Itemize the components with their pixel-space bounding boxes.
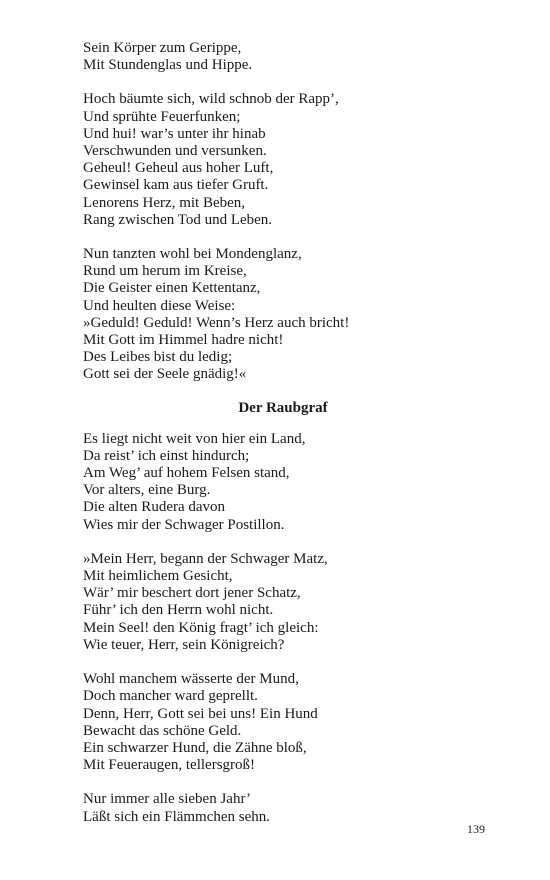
verse-line: Nur immer alle sieben Jahr’ xyxy=(83,791,251,808)
stanza xyxy=(83,671,483,774)
stanza xyxy=(83,246,483,384)
stanza xyxy=(83,40,483,74)
verse-line: Wohl manchem wässerte der Mund, xyxy=(83,671,299,688)
verse-line: Rang zwischen Tod und Leben. xyxy=(83,211,273,228)
verse-line: Und heulten diese Weise: xyxy=(83,297,236,314)
verse-line: Hoch bäumte sich, wild schnob der Rapp’, xyxy=(83,91,339,108)
verse-line: Und hui! war’s unter ihr hinab xyxy=(83,125,266,142)
verse-line: Lenorens Herz, mit Beben, xyxy=(83,194,246,211)
verse-line: Gott sei der Seele gnädig!« xyxy=(83,366,247,383)
poem-lenore-ending xyxy=(83,40,483,384)
stanza xyxy=(83,91,483,229)
verse-line: Mein Seel! den König fragt’ ich gleich: xyxy=(83,619,319,636)
page-body xyxy=(83,40,483,843)
verse-line: Die alten Rudera davon xyxy=(83,499,226,516)
verse-line: Wär’ mir beschert dort jener Schatz, xyxy=(83,585,301,602)
stanza xyxy=(83,791,483,825)
verse-line: Wie teuer, Herr, sein Königreich? xyxy=(83,636,285,653)
verse-line: Es liegt nicht weit von hier ein Land, xyxy=(83,430,306,447)
verse-line: »Mein Herr, begann der Schwager Matz, xyxy=(83,550,328,567)
verse-line: Mit Feueraugen, tellersgroß! xyxy=(83,757,256,774)
verse-line: Vor alters, eine Burg. xyxy=(83,482,211,499)
verse-line: Mit Gott im Himmel hadre nicht! xyxy=(83,332,284,349)
poem-title: Der Raubgraf xyxy=(238,399,328,416)
verse-line: Läßt sich ein Flämmchen sehn. xyxy=(83,808,271,825)
verse-line: Mit Stundenglas und Hippe. xyxy=(83,57,253,74)
verse-line: Des Leibes bist du ledig; xyxy=(83,349,233,366)
verse-line: »Geduld! Geduld! Wenn’s Herz auch bricht! xyxy=(83,314,350,331)
verse-line: Da reist’ ich einst hindurch; xyxy=(83,447,250,464)
verse-line: Geheul! Geheul aus hoher Luft, xyxy=(83,160,274,177)
verse-line: Bewacht das schöne Geld. xyxy=(83,722,242,739)
verse-line: Führ’ ich den Herrn wohl nicht. xyxy=(83,602,274,619)
verse-line: Denn, Herr, Gott sei bei uns! Ein Hund xyxy=(83,705,318,722)
verse-line: Am Weg’ auf hohem Felsen stand, xyxy=(83,465,290,482)
verse-line: Doch mancher ward geprellt. xyxy=(83,688,258,705)
page-number: 139 xyxy=(467,822,485,836)
stanza xyxy=(83,431,483,534)
verse-line: Mit heimlichem Gesicht, xyxy=(83,568,233,585)
verse-line: Rund um herum im Kreise, xyxy=(83,263,247,280)
verse-line: Verschwunden und versunken. xyxy=(83,143,267,160)
verse-line: Wies mir der Schwager Postillon. xyxy=(83,516,285,533)
verse-line: Sein Körper zum Gerippe, xyxy=(83,40,242,56)
poem-der-raubgraf xyxy=(83,431,483,826)
verse-line: Gewinsel kam aus tiefer Gruft. xyxy=(83,177,269,194)
verse-line: Und sprühte Feuerfunken; xyxy=(83,108,241,125)
verse-line: Ein schwarzer Hund, die Zähne bloß, xyxy=(83,739,307,756)
verse-line: Nun tanzten wohl bei Mondenglanz, xyxy=(83,246,302,263)
stanza xyxy=(83,551,483,654)
verse-line: Die Geister einen Kettentanz, xyxy=(83,280,261,297)
